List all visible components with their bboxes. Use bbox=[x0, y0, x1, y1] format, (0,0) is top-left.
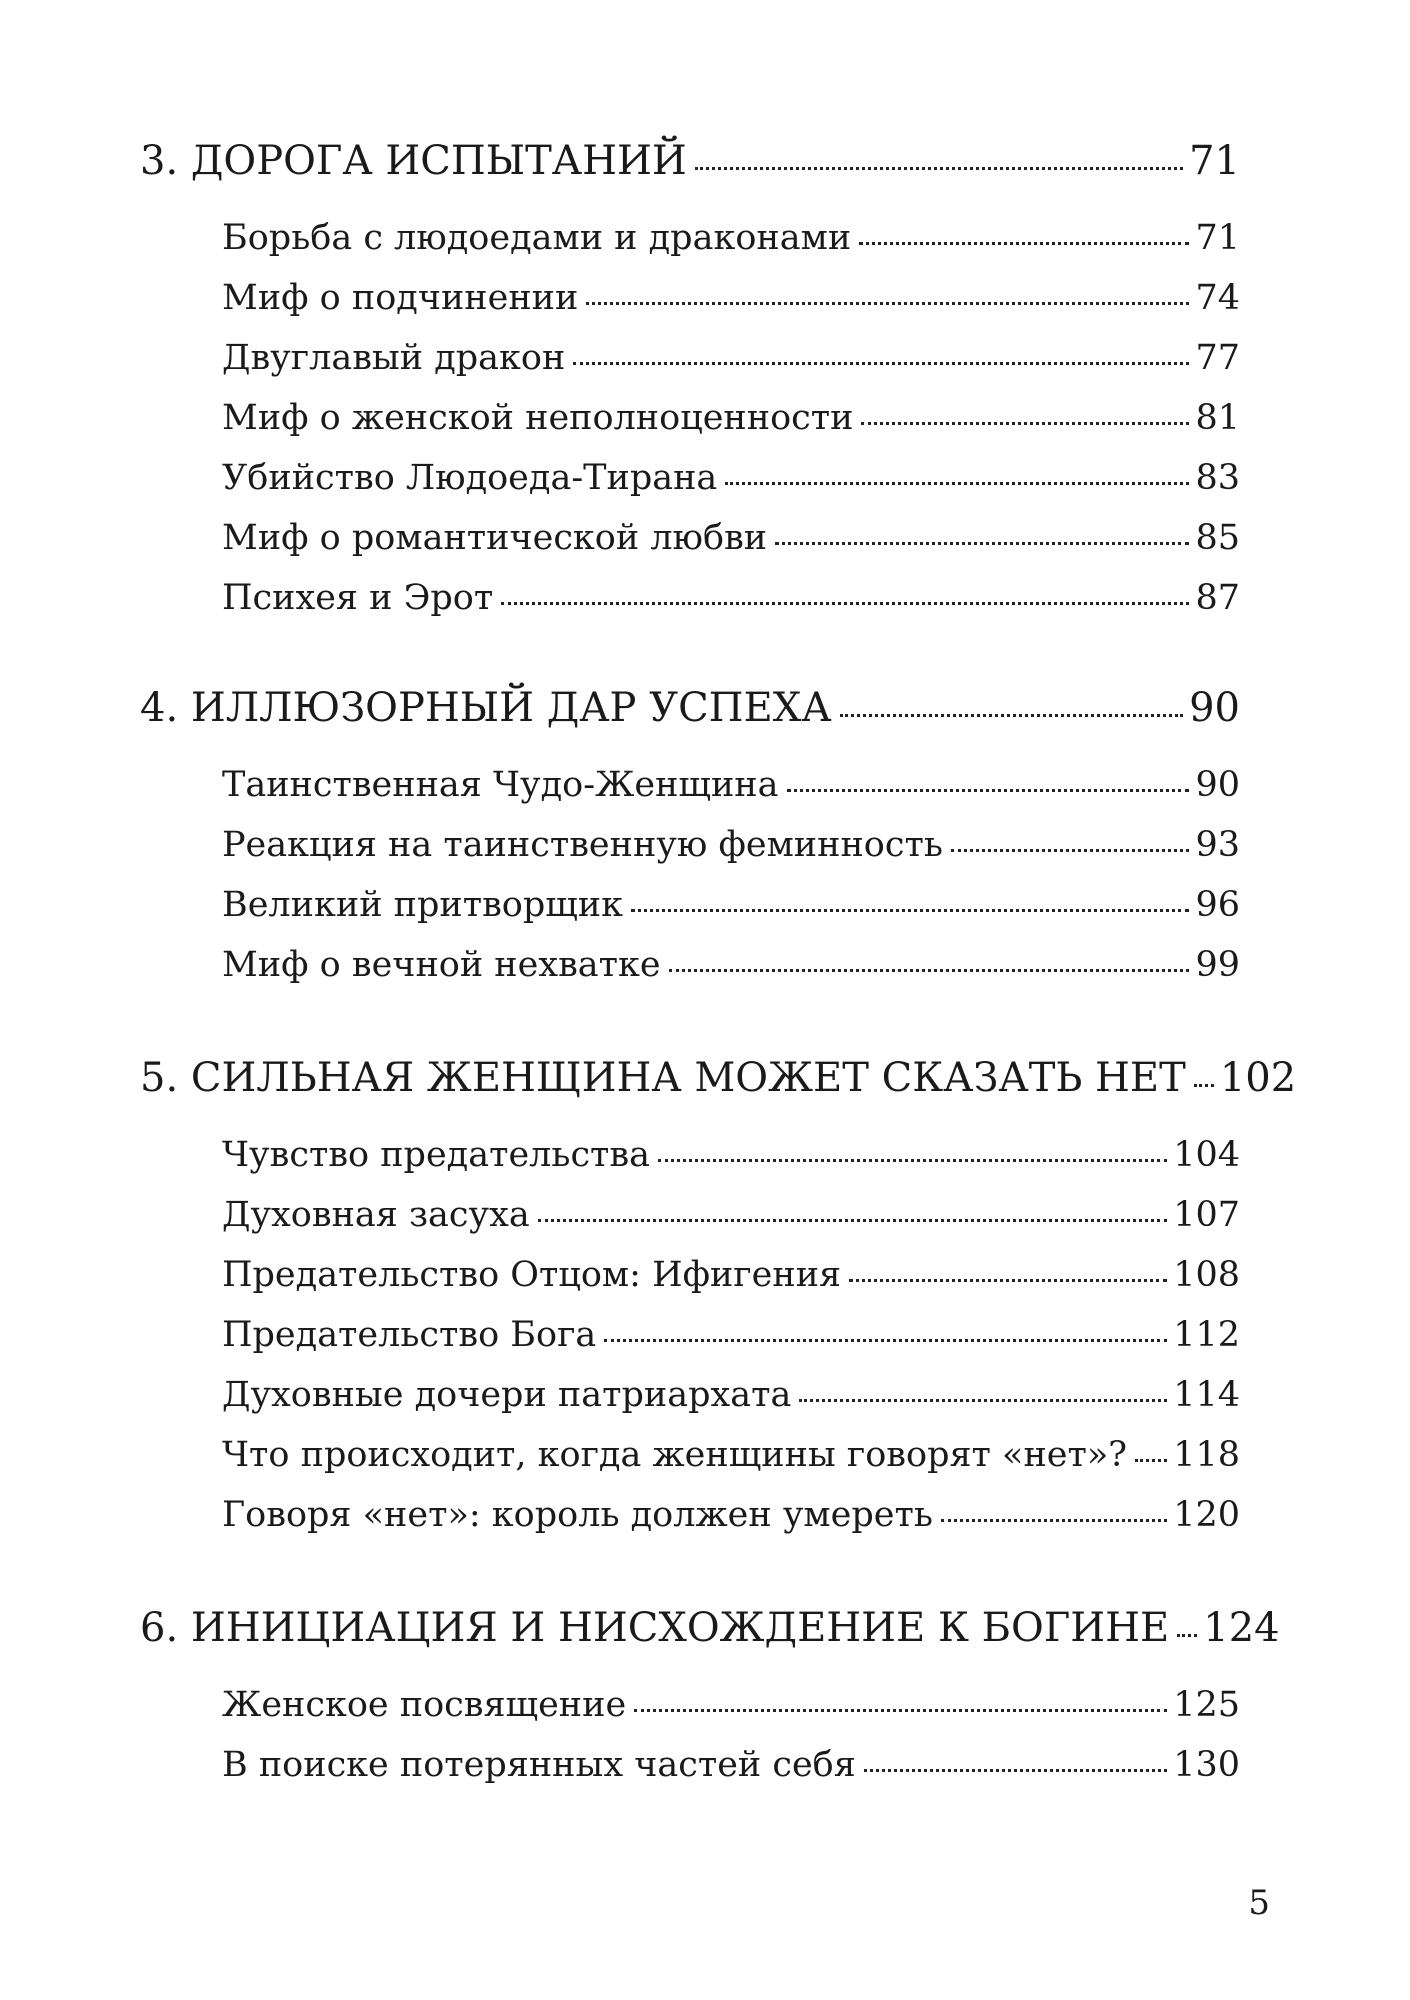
toc-entry-title: 5. СИЛЬНАЯ ЖЕНЩИНА МОЖЕТ СКАЗАТЬ НЕТ bbox=[140, 1055, 1186, 1101]
dot-leader bbox=[669, 969, 1190, 972]
toc-entry-title: Предательство Отцом: Ифигения bbox=[222, 1255, 842, 1295]
dot-leader bbox=[849, 1279, 1167, 1282]
toc-entry-page: 124 bbox=[1203, 1605, 1280, 1651]
toc-entry-title: Миф о женской неполноценности bbox=[222, 398, 854, 438]
toc-entry-title: 6. ИНИЦИАЦИЯ И НИСХОЖДЕНИЕ К БОГИНЕ bbox=[140, 1605, 1170, 1651]
toc-entry-page: 90 bbox=[1189, 685, 1240, 731]
toc-section bbox=[222, 398, 1240, 438]
dot-leader bbox=[501, 602, 1189, 605]
toc-entry-page: 71 bbox=[1189, 138, 1240, 184]
dot-leader bbox=[951, 849, 1190, 852]
toc-section bbox=[222, 458, 1240, 498]
dot-leader bbox=[695, 167, 1183, 170]
toc-section bbox=[222, 945, 1240, 985]
toc-section bbox=[222, 578, 1240, 618]
dot-leader bbox=[631, 909, 1189, 912]
dot-leader bbox=[538, 1219, 1167, 1222]
dot-leader bbox=[1194, 1084, 1214, 1087]
toc-chapter bbox=[140, 685, 1240, 731]
toc-entry-title: Убийство Людоеда-Тирана bbox=[222, 458, 718, 498]
toc-entry-title: Реакция на таинственную феминность bbox=[222, 825, 943, 865]
toc-entry-page: 107 bbox=[1173, 1195, 1240, 1235]
dot-leader bbox=[941, 1519, 1167, 1522]
toc-section bbox=[222, 218, 1240, 258]
toc-entry-page: 104 bbox=[1173, 1135, 1240, 1175]
toc-entry-title: Миф о подчинении bbox=[222, 278, 579, 318]
toc-entry-title: Психея и Эрот bbox=[222, 578, 494, 618]
dot-leader bbox=[604, 1339, 1167, 1342]
toc-entry-page: 71 bbox=[1195, 218, 1240, 258]
toc-section bbox=[222, 765, 1240, 805]
dot-leader bbox=[658, 1159, 1167, 1162]
toc-entry-title: Чувство предательства bbox=[222, 1135, 650, 1175]
toc-entry-title: Миф о вечной нехватке bbox=[222, 945, 661, 985]
toc-entry-page: 96 bbox=[1195, 885, 1240, 925]
toc-entry-title: Великий притворщик bbox=[222, 885, 623, 925]
toc-entry-title: 3. ДОРОГА ИСПЫТАНИЙ bbox=[140, 138, 687, 184]
toc-chapter bbox=[140, 1605, 1280, 1651]
dot-leader bbox=[634, 1709, 1167, 1712]
toc-section bbox=[222, 278, 1240, 318]
toc-section bbox=[222, 1255, 1240, 1295]
toc-entry-page: 102 bbox=[1219, 1055, 1297, 1101]
toc-entry-page: 125 bbox=[1173, 1685, 1240, 1725]
toc-section bbox=[222, 885, 1240, 925]
toc-section bbox=[222, 1195, 1240, 1235]
toc-entry-page: 130 bbox=[1173, 1745, 1240, 1785]
toc-entry-title: Что происходит, когда женщины говорят «нет»? bbox=[222, 1435, 1128, 1475]
toc-section bbox=[222, 1375, 1240, 1415]
toc-entry-title: Борьба с людоедами и драконами bbox=[222, 218, 852, 258]
toc-section bbox=[222, 338, 1240, 378]
dot-leader bbox=[840, 714, 1184, 717]
dot-leader bbox=[861, 422, 1189, 425]
toc-entry-title: Предательство Бога bbox=[222, 1315, 597, 1355]
toc-entry-page: 118 bbox=[1173, 1435, 1240, 1475]
dot-leader bbox=[725, 482, 1189, 485]
toc-entry-page: 114 bbox=[1173, 1375, 1240, 1415]
toc-entry-page: 77 bbox=[1195, 338, 1240, 378]
toc-entry-page: 120 bbox=[1173, 1495, 1240, 1535]
toc-entry-title: Духовные дочери патриархата bbox=[222, 1375, 792, 1415]
toc-entry-title: Духовная засуха bbox=[222, 1195, 530, 1235]
toc-section bbox=[222, 1435, 1240, 1475]
toc-chapter bbox=[140, 138, 1240, 184]
toc-section bbox=[222, 1135, 1240, 1175]
toc-entry-title: Двуглавый дракон bbox=[222, 338, 566, 378]
toc-entry-page: 83 bbox=[1195, 458, 1240, 498]
toc-section bbox=[222, 518, 1240, 558]
toc-section bbox=[222, 1495, 1240, 1535]
toc-entry-title: В поиске потерянных частей себя bbox=[222, 1745, 856, 1785]
toc-entry-title: Женское посвящение bbox=[222, 1685, 627, 1725]
dot-leader bbox=[1177, 1634, 1197, 1637]
toc-section bbox=[222, 1745, 1240, 1785]
toc-entry-page: 108 bbox=[1173, 1255, 1240, 1295]
dot-leader bbox=[864, 1769, 1167, 1772]
toc-entry-title: Миф о романтической любви bbox=[222, 518, 768, 558]
toc-entry-page: 81 bbox=[1195, 398, 1240, 438]
toc-entry-title: 4. ИЛЛЮЗОРНЫЙ ДАР УСПЕХА bbox=[140, 685, 832, 731]
toc-entry-page: 90 bbox=[1195, 765, 1240, 805]
dot-leader bbox=[586, 302, 1189, 305]
toc-entry-page: 93 bbox=[1195, 825, 1240, 865]
dot-leader bbox=[787, 789, 1190, 792]
dot-leader bbox=[859, 242, 1189, 245]
page-number: 5 bbox=[1248, 1883, 1270, 1923]
toc-section bbox=[222, 825, 1240, 865]
toc-entry-page: 85 bbox=[1195, 518, 1240, 558]
toc-section bbox=[222, 1315, 1240, 1355]
dot-leader bbox=[799, 1399, 1167, 1402]
toc-section bbox=[222, 1685, 1240, 1725]
toc-entry-page: 112 bbox=[1173, 1315, 1240, 1355]
dot-leader bbox=[1135, 1459, 1167, 1462]
toc-entry-title: Таинственная Чудо-Женщина bbox=[222, 765, 779, 805]
toc-chapter bbox=[140, 1055, 1297, 1101]
toc-entry-page: 87 bbox=[1195, 578, 1240, 618]
toc-entry-page: 99 bbox=[1195, 945, 1240, 985]
dot-leader bbox=[573, 362, 1189, 365]
dot-leader bbox=[775, 542, 1189, 545]
toc-entry-page: 74 bbox=[1195, 278, 1240, 318]
toc-entry-title: Говоря «нет»: король должен умереть bbox=[222, 1495, 933, 1535]
